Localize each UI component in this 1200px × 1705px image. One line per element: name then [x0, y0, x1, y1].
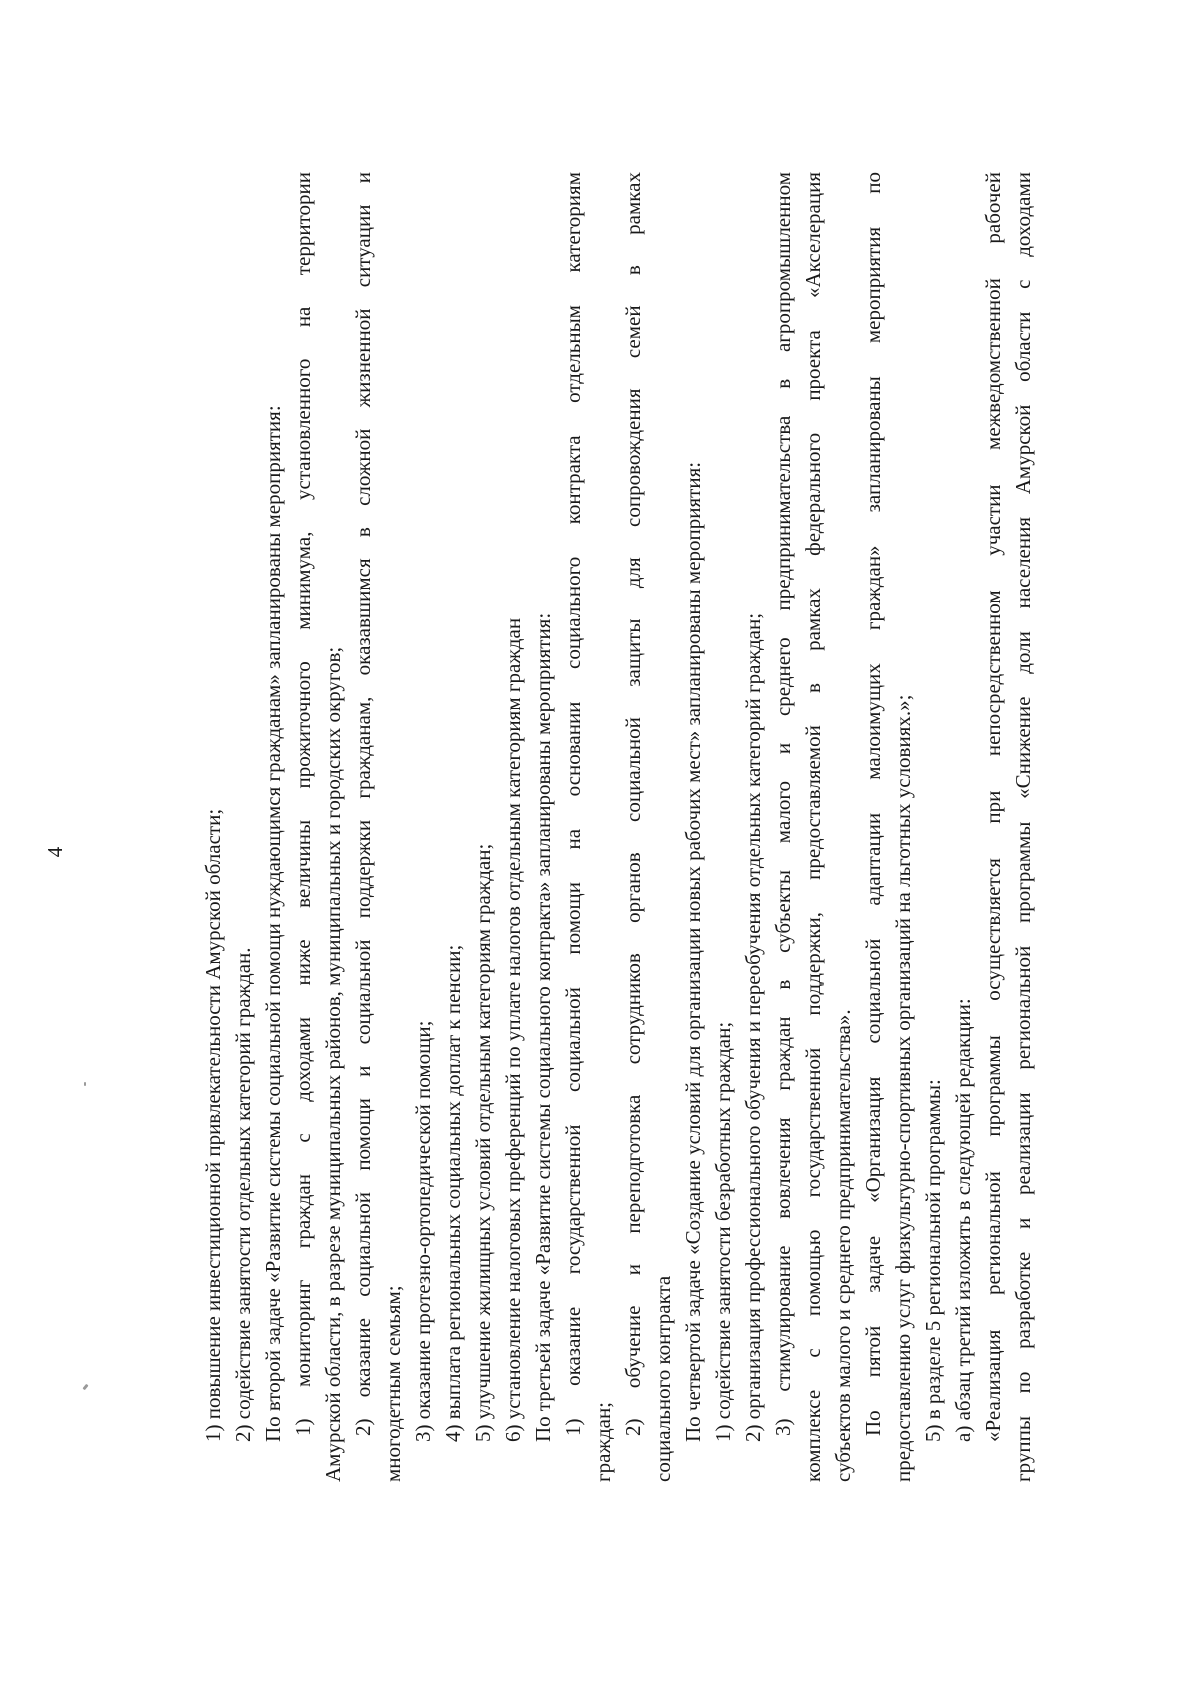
paragraph-line: 2) содействие занятости отдельных категорий граждан. — [231, 947, 255, 1442]
paragraph-line: многодетным семьям; — [381, 1285, 405, 1482]
paragraph-line: а) абзац третий изложить в следующей редакции: — [951, 998, 975, 1442]
paragraph-line: субъектов малого и среднего предпринимательства». — [831, 1009, 855, 1482]
paragraph-line: 4) выплата региональных социальных доплат к пенсии; — [441, 944, 465, 1442]
paragraph-line: предоставлению услуг физкультурно-спортивных организаций на льготных условиях.»; — [891, 694, 915, 1482]
paragraph-line: 2) оказание социальной помощи и социальной поддержки гражданам, оказавшимся в сложной жизненной ситуации и — [351, 172, 375, 1436]
paragraph-line: По третьей задаче «Развитие системы социального контракта» запланированы мероприятия: — [531, 612, 555, 1442]
document-body — [198, 172, 1038, 1482]
paragraph-line: 1) содействие занятости безработных граждан; — [711, 1021, 735, 1442]
paragraph-line: 3) оказание протезно-ортопедической помощи; — [411, 1020, 435, 1442]
paragraph-line: 5) в разделе 5 региональной программы: — [921, 1079, 945, 1442]
page-number: 4 — [43, 846, 67, 858]
paragraph-line: 1) повышение инвестиционной привлекательности Амурской области; — [201, 808, 225, 1442]
paragraph-line: По пятой задаче «Организация социальной адаптации малоимущих граждан» запланированы мероприятия по — [861, 172, 885, 1436]
paragraph-line: 1) оказание государственной социальной помощи на основании социального контракта отдельным категориям — [561, 172, 585, 1436]
paragraph-line: Амурской области, в разрезе муниципальных районов, муниципальных и городских округов; — [321, 646, 345, 1482]
paragraph-line: По четвертой задаче «Создание условий для организации новых рабочих мест» запланированы мероприятия: — [681, 461, 705, 1442]
paragraph-line: 5) улучшение жилищных условий отдельным категориям граждан; — [471, 843, 495, 1442]
scan-speck — [84, 1082, 86, 1086]
paragraph-line: «Реализация региональной программы осуществляется при непосредственном участии межведомственной рабочей — [981, 172, 1005, 1442]
paragraph-line: социального контракта — [651, 1275, 675, 1482]
paragraph-line: комплексе с помощью государственной поддержки, предоставляемой в рамках федерального проекта «Акселерация — [801, 172, 825, 1482]
paragraph-line: 2) организация профессионального обучения и переобучения отдельных категорий граждан; — [741, 612, 765, 1442]
paragraph-line: 3) стимулирование вовлечения граждан в субъекты малого и среднего предпринимательства в агропромышленном — [771, 172, 795, 1436]
paragraph-line: группы по разработке и реализации региональной программы «Снижение доли населения Амурской области с доходами — [1011, 172, 1035, 1482]
paragraph-line: 2) обучение и переподготовка сотрудников органов социальной защиты для сопровождения семей в рамках — [621, 172, 645, 1436]
paragraph-line: По второй задаче «Развитие системы социальной помощи нуждающимся гражданам» запланированы мероприятия: — [261, 405, 285, 1442]
paragraph-line: граждан; — [591, 1401, 615, 1482]
rotated-text-block — [40, 112, 1160, 1592]
paragraph-line: 6) установление налоговых преференций по уплате налогов отдельным категориям граждан — [501, 617, 525, 1442]
paragraph-line: 1) мониторинг граждан с доходами ниже величины прожиточного минимума, установленного на территории — [291, 172, 315, 1436]
